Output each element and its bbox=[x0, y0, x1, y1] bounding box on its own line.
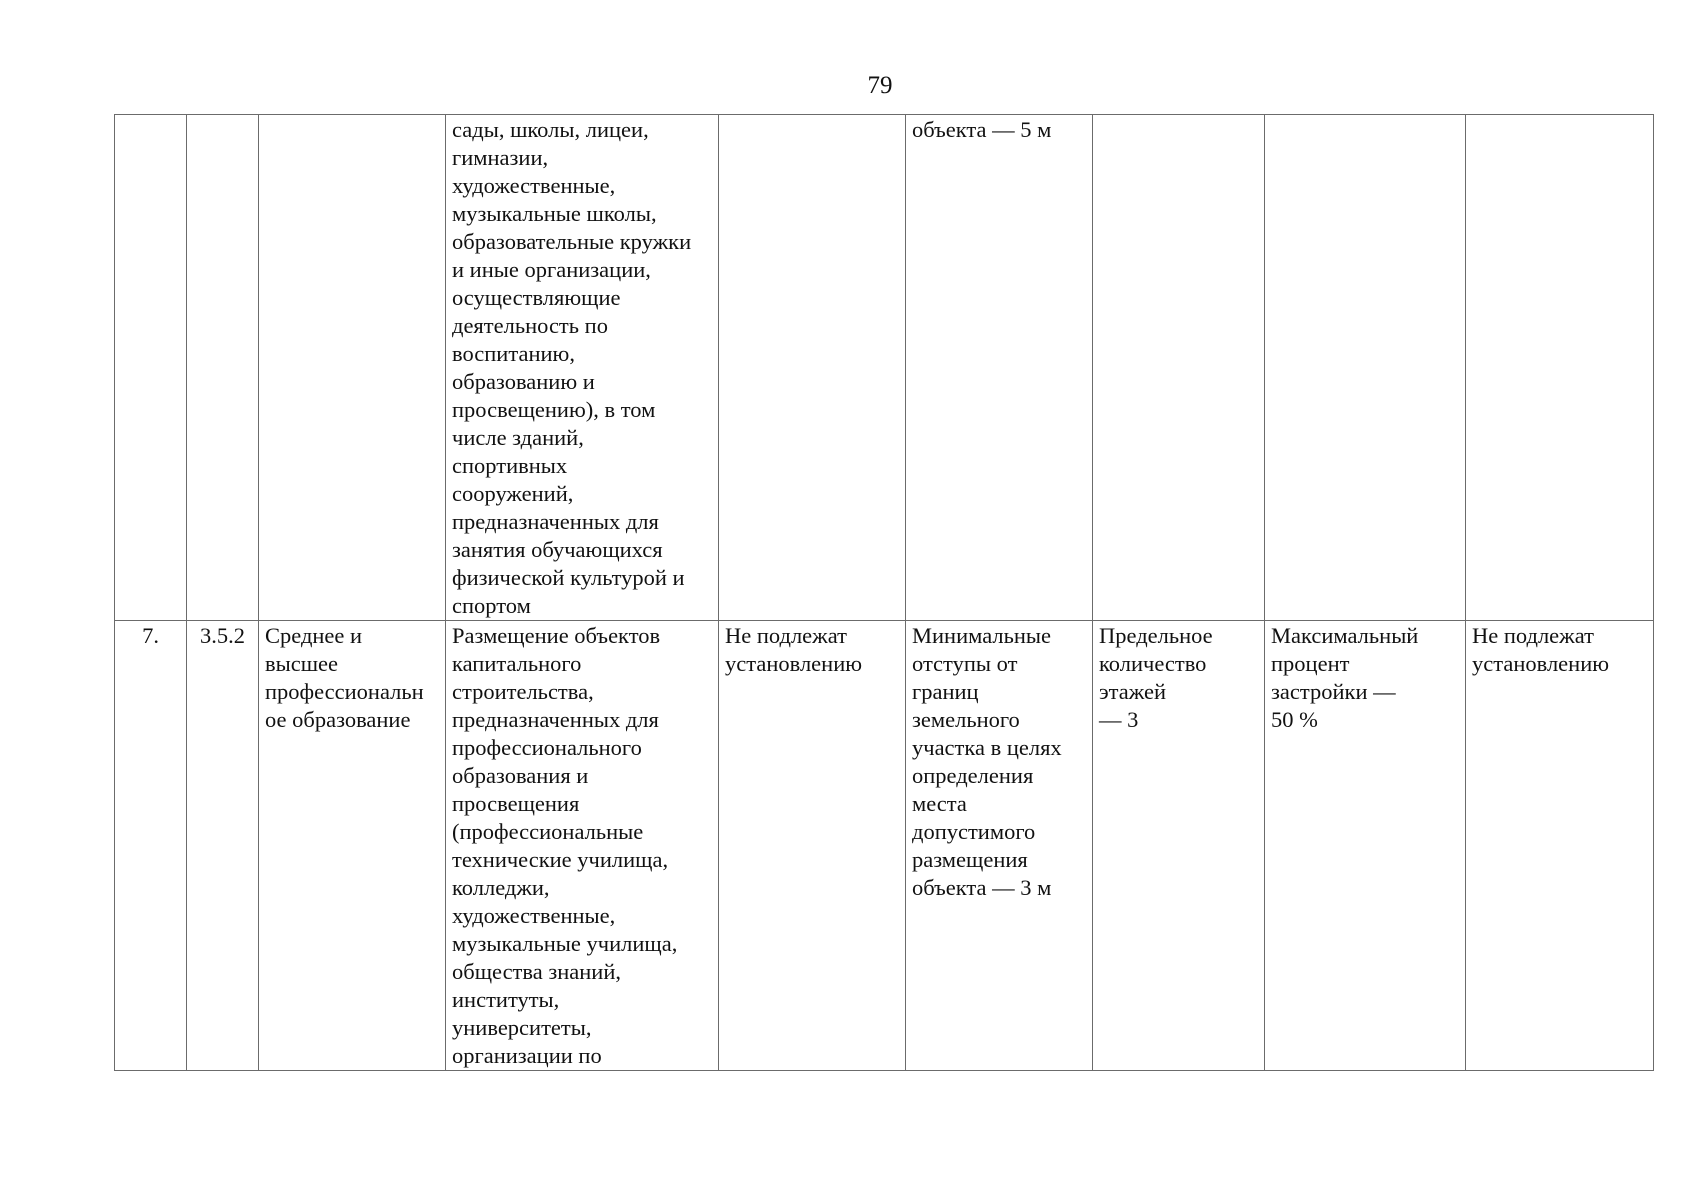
page-number: 79 bbox=[867, 72, 893, 99]
cell-floors bbox=[1093, 115, 1265, 621]
cell-description: Размещение объектов капитального строительства, предназначенных для профессионального образования и просвещения (профессиональные технические училища, колледжи, художественные, музыкальные училища, общества знаний, институты, университеты, организации по bbox=[446, 621, 719, 1071]
table-row bbox=[115, 621, 1654, 1071]
regulations-table bbox=[114, 114, 1654, 1071]
cell-code: 3.5.2 bbox=[187, 621, 259, 1071]
table-row bbox=[115, 115, 1654, 621]
cell-floors: Предельное количество этажей — 3 bbox=[1093, 621, 1265, 1071]
cell-name: Среднее и высшее профессиональн ое образование bbox=[259, 621, 446, 1071]
cell-code bbox=[187, 115, 259, 621]
cell-index bbox=[115, 115, 187, 621]
cell-area: Не подлежат установлению bbox=[719, 621, 906, 1071]
cell-other: Не подлежат установлению bbox=[1466, 621, 1654, 1071]
cell-name bbox=[259, 115, 446, 621]
cell-area bbox=[719, 115, 906, 621]
cell-setbacks: Минимальные отступы от границ земельного участка в целях определения места допустимого размещения объекта — 3 м bbox=[906, 621, 1093, 1071]
cell-setbacks: объекта — 5 м bbox=[906, 115, 1093, 621]
cell-description: сады, школы, лицеи, гимназии, художественные, музыкальные школы, образовательные кружки и иные организации, осуществляющие деятельность по воспитанию, образованию и просвещению), в том числе зданий, спортивных сооружений, предназначенных для занятия обучающихся физической культурой и спортом bbox=[446, 115, 719, 621]
cell-coverage bbox=[1265, 115, 1466, 621]
cell-coverage: Максимальный процент застройки — 50 % bbox=[1265, 621, 1466, 1071]
cell-index: 7. bbox=[115, 621, 187, 1071]
cell-other bbox=[1466, 115, 1654, 621]
